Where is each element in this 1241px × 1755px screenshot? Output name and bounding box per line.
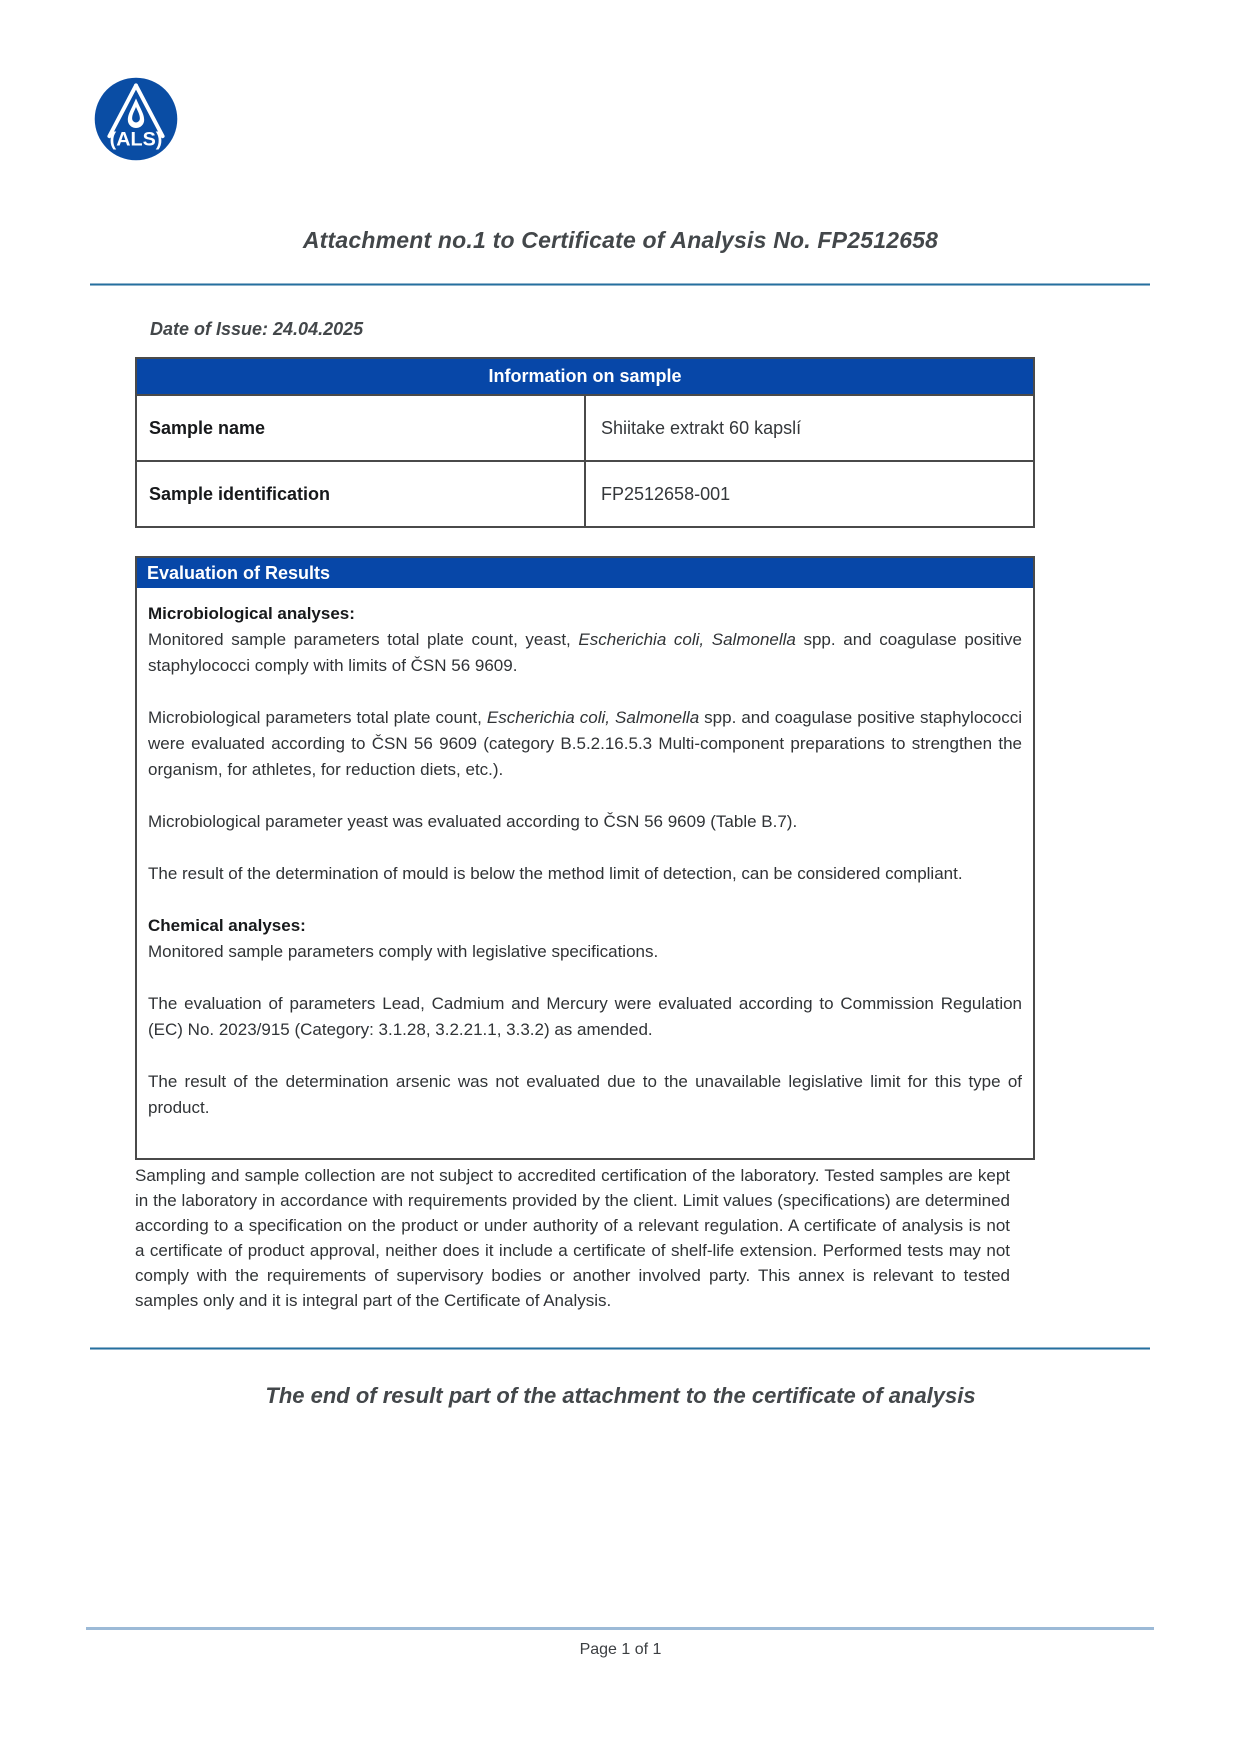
disclaimer-paragraph: Sampling and sample collection are not subject to accredited certification of the laboratory. Tested samples are kept in the laboratory in accordance with requirements provided by the client. Limit values (specifications) are determined according to a specification on the product or under authority of a relevant regulation. A certificate of analysis is not a certificate of product approval, neither does it include a certificate of shelf-life extension. Performed tests may not comply with the requirements of supervisory bodies or another involved party. This annex is relevant to tested samples only and it is integral part of the Certificate of Analysis. xyxy=(135,1166,1010,1310)
document-title: Attachment no.1 to Certificate of Analysis No. FP2512658 xyxy=(302,227,939,253)
sample-info-table xyxy=(135,357,1035,528)
microbiological-analyses-heading: Microbiological analyses: xyxy=(148,604,355,623)
title-divider-rule xyxy=(90,283,1150,286)
chemical-paragraph-1: Monitored sample parameters comply with legislative specifications. xyxy=(148,942,659,961)
microbiological-paragraph-4: The result of the determination of mould is below the method limit of detection, can be considered compliant. xyxy=(148,864,963,883)
microbiological-paragraph-1: Monitored sample parameters total plate count, yeast, Escherichia coli, Salmonella spp. and coagulase positive staphylococci comply with limits of ČSN 56 9609. xyxy=(148,630,1022,675)
sample-name-label: Sample name xyxy=(136,395,585,461)
evaluation-of-results-box xyxy=(135,556,1035,1160)
sample-name-value: Shiitake extrakt 60 kapslí xyxy=(585,395,1034,461)
sample-table-header: Information on sample xyxy=(136,358,1034,395)
page-number: Page 1 of 1 xyxy=(579,1641,662,1658)
sample-identification-value: FP2512658-001 xyxy=(585,461,1034,527)
end-divider-rule xyxy=(90,1347,1150,1350)
chemical-paragraph-2: The evaluation of parameters Lead, Cadmium and Mercury were evaluated according to Commission Regulation (EC) No. 2023/915 (Category: 3.1.28, 3.2.21.1, 3.3.2) as amended. xyxy=(148,994,1022,1039)
als-logo xyxy=(93,76,179,162)
chemical-analyses-heading: Chemical analyses: xyxy=(148,916,306,935)
evaluation-of-results-header: Evaluation of Results xyxy=(137,558,1033,588)
table-row xyxy=(136,461,1034,527)
end-of-results-statement: The end of result part of the attachment to the certificate of analysis xyxy=(265,1383,976,1408)
sample-identification-label: Sample identification xyxy=(136,461,585,527)
table-row xyxy=(136,395,1034,461)
microbiological-paragraph-2: Microbiological parameters total plate count, Escherichia coli, Salmonella spp. and coagulase positive staphylococci were evaluated according to ČSN 56 9609 (category B.5.2.16.5.3 Multi-component preparations to strengthen the organism, for athletes, for reduction diets, etc.). xyxy=(148,708,1022,779)
sample-table-header-row xyxy=(136,358,1034,395)
microbiological-paragraph-3: Microbiological parameter yeast was evaluated according to ČSN 56 9609 (Table B.7). xyxy=(148,812,798,831)
als-logo-text: (ALS) xyxy=(109,128,163,151)
evaluation-of-results-body xyxy=(137,588,1033,1121)
als-logo-icon xyxy=(93,76,179,162)
date-of-issue: Date of Issue: 24.04.2025 xyxy=(150,319,364,339)
chemical-paragraph-3: The result of the determination arsenic was not evaluated due to the unavailable legislative limit for this type of product. xyxy=(148,1072,1022,1117)
footer-divider-rule xyxy=(86,1627,1154,1630)
